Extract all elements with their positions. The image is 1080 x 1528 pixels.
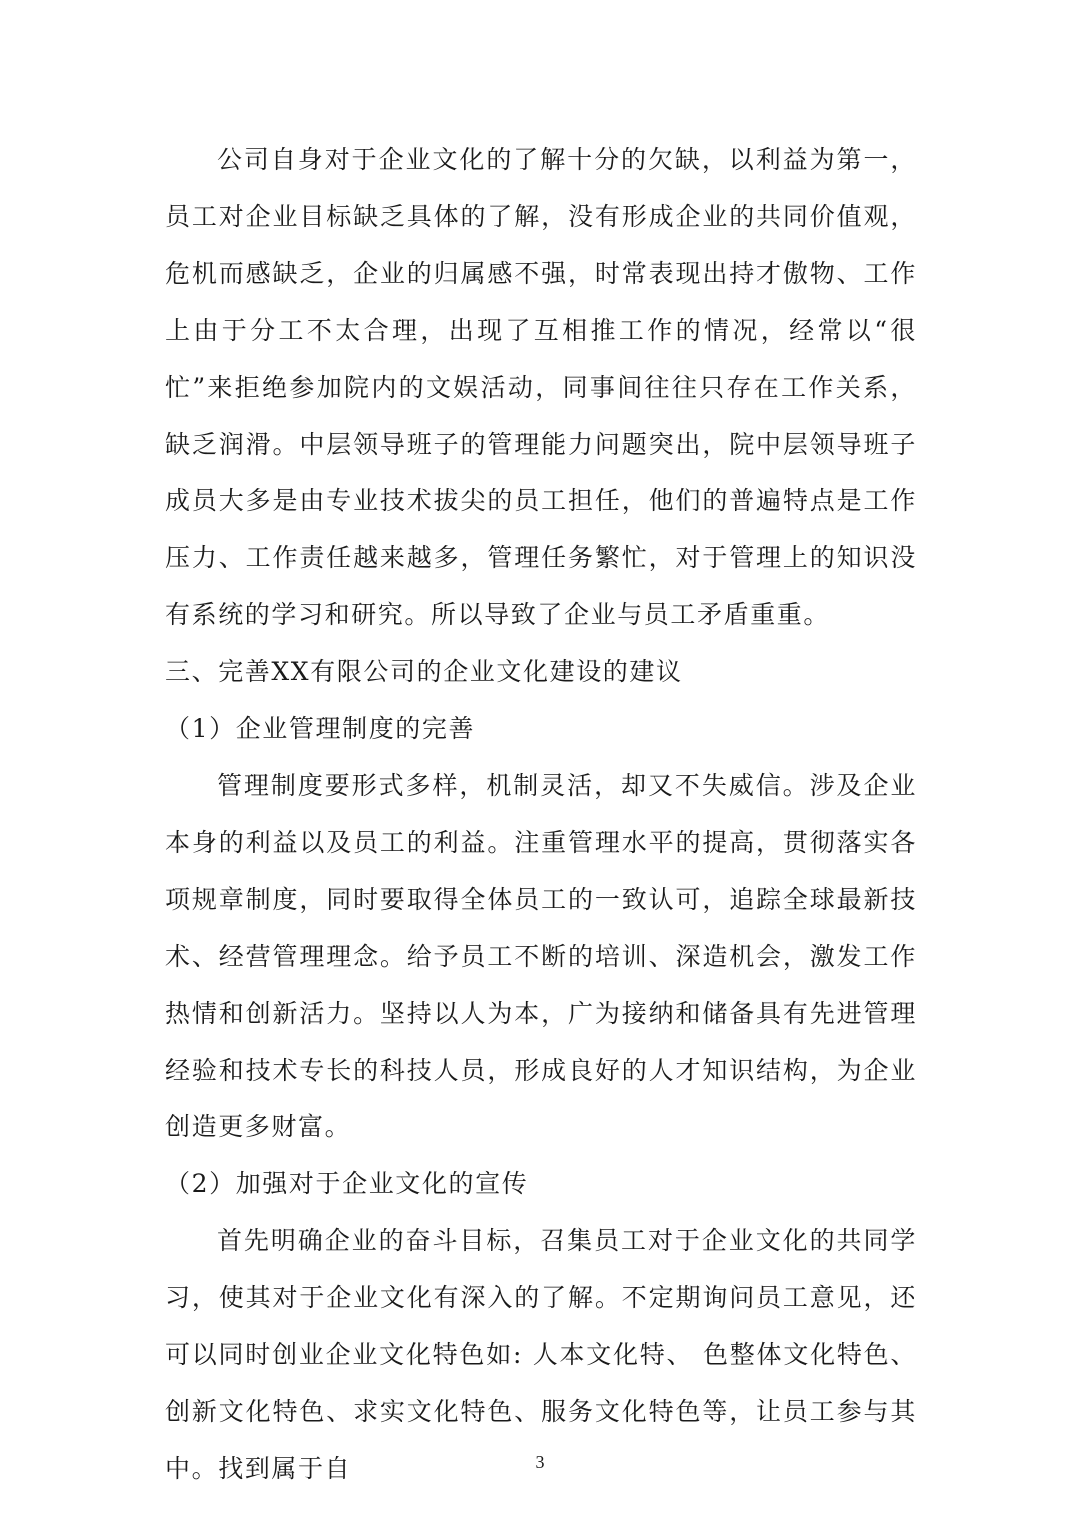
document-body (165, 132, 917, 1498)
paragraph-company-culture-problems: 公司自身对于企业文化的了解十分的欠缺，以利益为第一，员工对企业目标缺乏具体的了解，没有形成企业的共同价值观，危机而感缺乏，企业的归属感不强，时常表现出持才傲物、工作上由于分工不太合理，出现了互相推工作的情况，经常以“很忙”来拒绝参加院内的文娱活动，同事间往往只存在工作关系，缺乏润滑。中层领导班子的管理能力问题突出，院中层领导班子成员大多是由专业技术拔尖的员工担任，他们的普遍特点是工作压力、工作责任越来越多，管理任务繁忙，对于管理上的知识没有系统的学习和研究。所以导致了企业与员工矛盾重重。 (165, 145, 917, 630)
subheading-management-system: （1）企业管理制度的完善 (165, 714, 476, 744)
paragraph-management-system: 管理制度要形式多样，机制灵活，却又不失威信。涉及企业本身的利益以及员工的利益。注重管理水平的提高，贯彻落实各项规章制度，同时要取得全体员工的一致认可，追踪全球最新技术、经营管理理念。给予员工不断的培训、深造机会，激发工作热情和创新活力。坚持以人为本，广为接纳和储备具有先进管理经验和技术专长的科技人员，形成良好的人才知识结构，为企业创造更多财富。 (165, 770, 917, 1142)
page-number: 3 (535, 1452, 545, 1472)
section-heading-3: 三、完善XX有限公司的企业文化建设的建议 (165, 657, 683, 687)
paragraph-culture-promotion: 首先明确企业的奋斗目标，召集员工对于企业文化的共同学习，使其对于企业文化有深入的了解。不定期询问员工意见，还可以同时创业企业文化特色如: 人本文化特、 色整体文化特色、创新文化特色、求实文化特色、服务文化特色等，让员工参与其中。找到属于自 (165, 1226, 917, 1483)
subheading-culture-promotion: （2）加强对于企业文化的宣传 (165, 1169, 529, 1199)
